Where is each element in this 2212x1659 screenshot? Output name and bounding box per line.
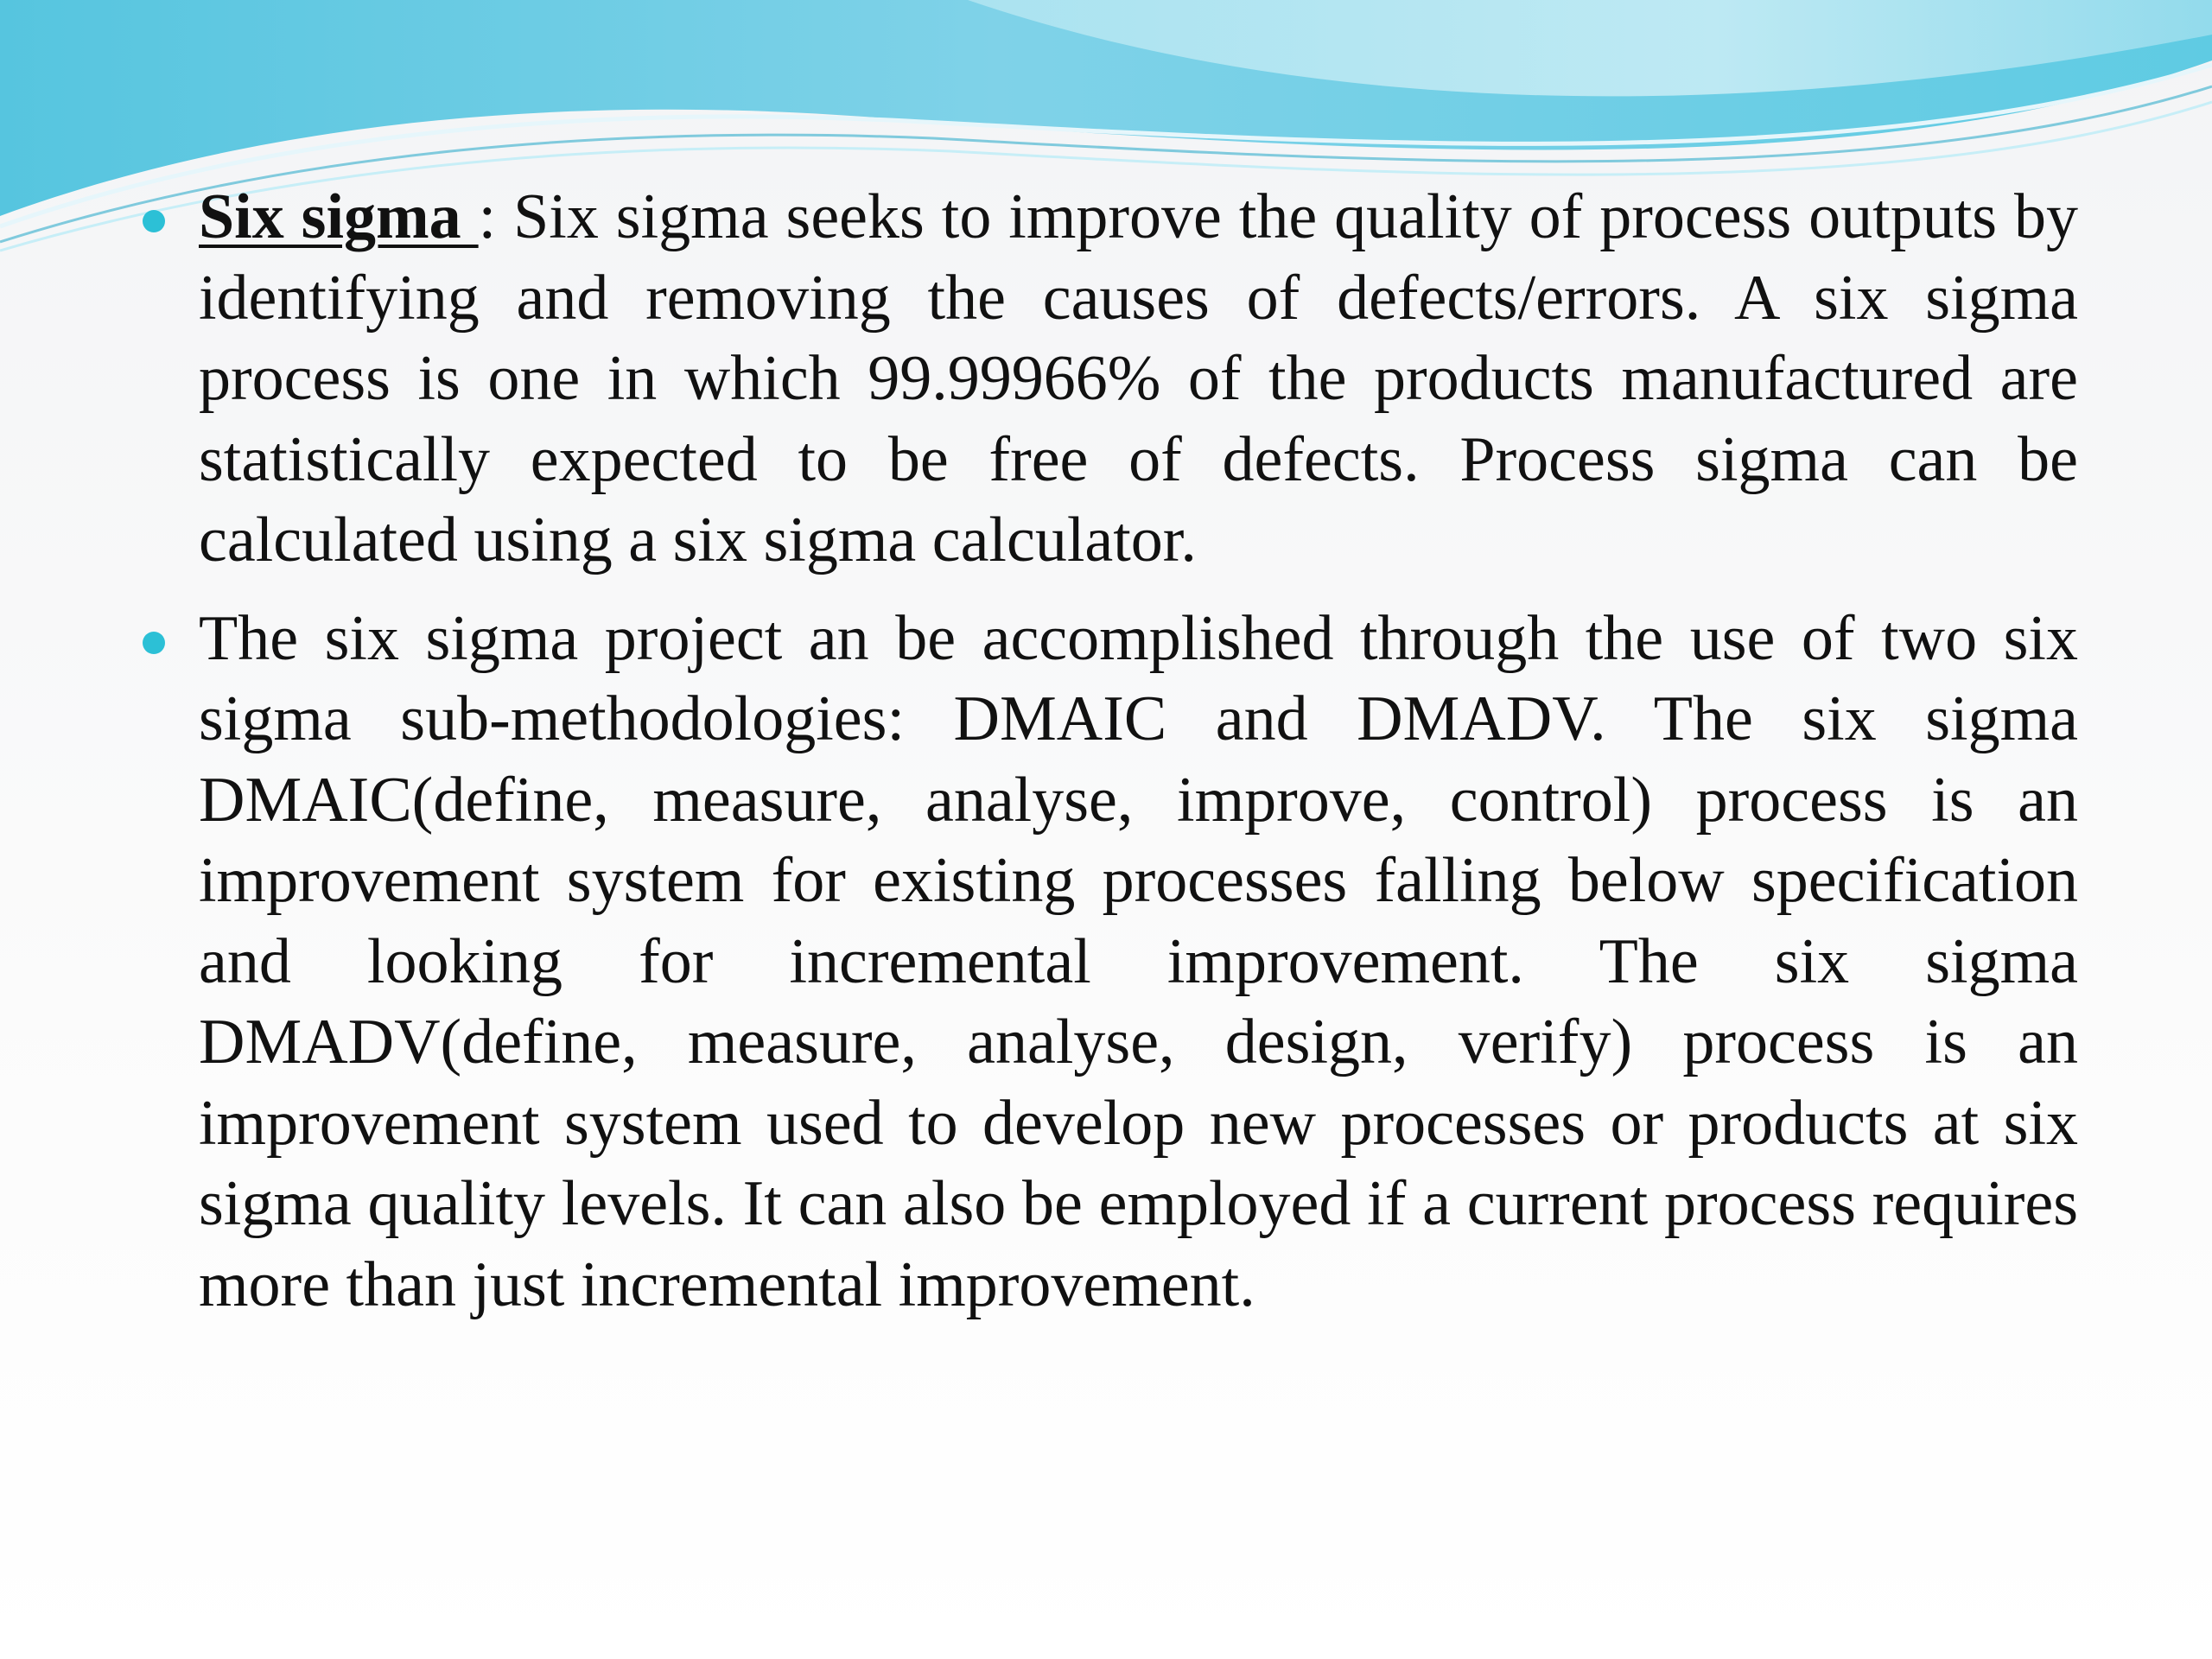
bullet-dot-icon bbox=[143, 210, 165, 232]
bullet-text: Six sigma seeks to improve the quality of process outputs by identifying and removing the causes of defects/errors. A six sigma process is one in which 99.99966% of the products manufactured are statistically expected to be free of defects. Process sigma can be calculated using a six sigma calculator. bbox=[199, 181, 2079, 575]
bullet-text: The six sigma project an be accomplished through the use of two six sigma sub-methodologies: DMAIC and DMADV. The six sigma DMAIC(define, measure, analyse, improve, control) process is an improvement system for existing processes falling below specification and looking for incremental improvement. The six sigma DMADV(define, measure, analyse, design, verify) process is an improvement system used to develop new processes or products at six sigma quality levels. It can also be employed if a current process requires more than just incremental improvement. bbox=[199, 602, 2078, 1320]
bullet-item bbox=[134, 599, 2078, 1326]
slide-body bbox=[134, 177, 2078, 1343]
bullet-term: Six sigma bbox=[199, 181, 479, 252]
bullet-item bbox=[134, 177, 2078, 582]
bullet-dot-icon bbox=[143, 632, 165, 654]
term-separator: : bbox=[478, 181, 514, 252]
